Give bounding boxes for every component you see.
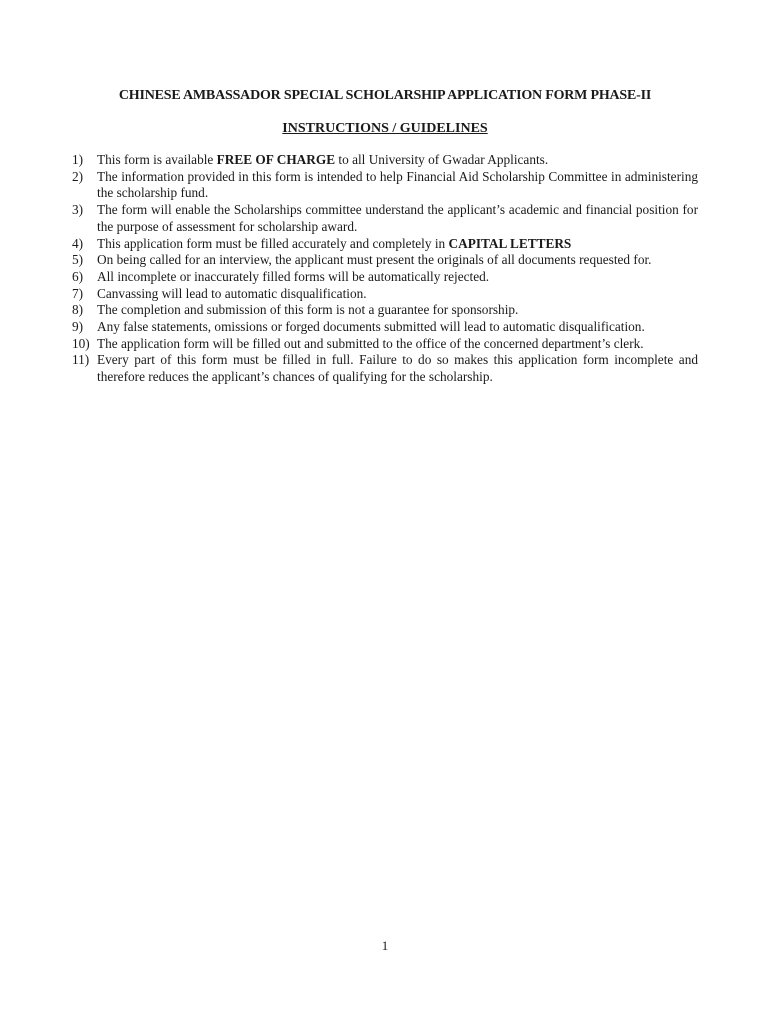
- instruction-number: 2): [72, 168, 84, 184]
- instruction-number: 7): [72, 285, 84, 301]
- instruction-item: [72, 152, 698, 169]
- instruction-emphasis: CAPITAL LETTERS: [448, 235, 572, 251]
- instruction-item: [72, 336, 698, 353]
- instruction-text: The form will enable the Scholarships committee understand the applicant’s academic and financial position for the purpose of assessment for scholarship award.: [97, 202, 698, 234]
- instruction-text: The completion and submission of this form is not a guarantee for sponsorship.: [97, 302, 519, 318]
- instruction-number: 3): [72, 202, 84, 218]
- instruction-item: [72, 169, 698, 202]
- instruction-text: Canvassing will lead to automatic disqualification.: [97, 285, 367, 301]
- instruction-number: 4): [72, 235, 84, 251]
- instruction-number: 11): [72, 352, 90, 368]
- instruction-item: [72, 202, 698, 235]
- instruction-text: This form is available: [97, 152, 217, 167]
- section-heading: INSTRUCTIONS / GUIDELINES: [282, 121, 488, 136]
- instruction-item: [72, 319, 698, 336]
- instruction-number: 10): [72, 335, 90, 351]
- instruction-number: 6): [72, 268, 84, 284]
- instruction-item: [72, 269, 698, 286]
- page-number: 1: [381, 938, 389, 953]
- instruction-number: 5): [72, 252, 84, 268]
- instruction-text: Every part of this form must be filled in full. Failure to do so makes this application form incomplete and therefore reduces the applicant’s chances of qualifying for the scholarship.: [97, 352, 698, 385]
- instruction-text: On being called for an interview, the applicant must present the originals of all documents requested for.: [97, 252, 652, 268]
- instructions-list: [72, 152, 698, 386]
- instruction-item: [72, 352, 698, 385]
- instruction-text: All incomplete or inaccurately filled forms will be automatically rejected.: [97, 268, 490, 284]
- instruction-number: 8): [72, 302, 84, 318]
- instruction-text: The application form will be filled out and submitted to the office of the concerned department’s clerk.: [97, 335, 644, 351]
- instruction-item: [72, 286, 698, 303]
- instruction-item: [72, 236, 698, 253]
- instruction-number: 1): [72, 152, 84, 167]
- instruction-item: [72, 302, 698, 319]
- instruction-text: The information provided in this form is intended to help Financial Aid Scholarship Committee in administering the scholarship fund.: [97, 168, 698, 201]
- page-title: CHINESE AMBASSADOR SPECIAL SCHOLARSHIP APPLICATION FORM PHASE-II: [118, 88, 652, 103]
- instruction-emphasis: FREE OF CHARGE: [216, 152, 336, 167]
- instruction-item: [72, 252, 698, 269]
- instruction-text-end: to all University of Gwadar Applicants.: [335, 152, 549, 167]
- instruction-text: This application form must be filled accurately and completely in: [97, 235, 449, 251]
- instruction-number: 9): [72, 319, 84, 335]
- instruction-text: Any false statements, omissions or forged documents submitted will lead to automatic disqualification.: [97, 319, 645, 335]
